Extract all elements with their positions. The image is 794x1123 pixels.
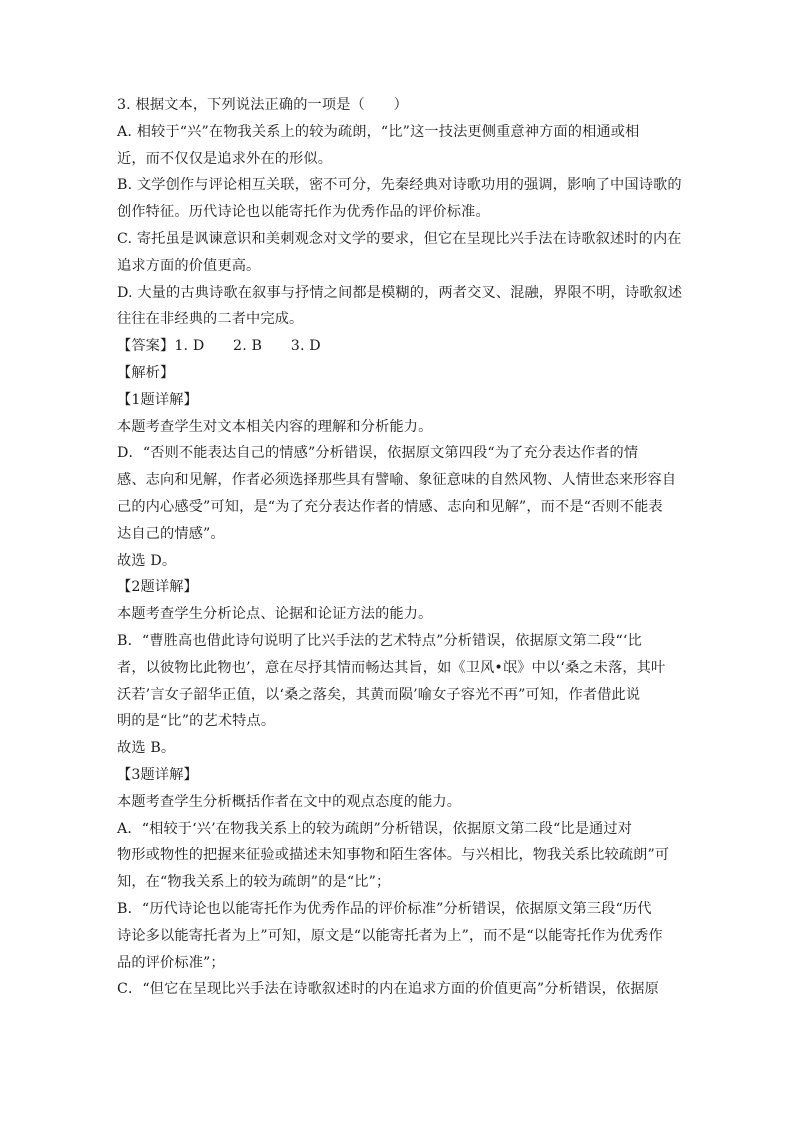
q3-c-line-1: C．“但它在呈现比兴手法在诗歌叙述时的内在追求方面的价值更高”分析错误，依据原 xyxy=(117,981,659,998)
q3-intro: 本题考查学生分析概括作者在文中的观点态度的能力。 xyxy=(117,793,462,810)
answer-line: 【答案】1. D 2. B 3. D xyxy=(117,338,321,355)
option-d-line-1: D. 大量的古典诗歌在叙事与抒情之间都是模糊的，两者交叉、混融，界限不明，诗歌叙述 xyxy=(117,284,683,301)
q1-body-line-1: D．“否则不能表达自己的情感”分析错误，依据原文第四段“为了充分表达作者的情 xyxy=(117,445,639,462)
q2-choice: 故选 B。 xyxy=(117,740,176,757)
q1-choice: 故选 D。 xyxy=(117,552,177,569)
q3-a-line-1: A．“相较于‘兴’在物我关系上的较为疏朗”分析错误，依据原文第二段“比是通过对 xyxy=(117,820,633,837)
option-c-line-2: 追求方面的价值更高。 xyxy=(117,257,261,274)
option-a-line-1: A. 相较于“兴”在物我关系上的较为疏朗，“比”这一技法更侧重意神方面的相通或相 xyxy=(117,123,640,140)
q3-b-line-3: 品的评价标准”； xyxy=(117,954,225,971)
q2-body-line-1: B．“曹胜高也借此诗句说明了比兴手法的艺术特点”分析错误，依据原文第二段“‘比 xyxy=(117,632,642,649)
option-c-line-1: C. 寄托虽是讽谏意识和美刺观念对文学的要求，但它在呈现比兴手法在诗歌叙述时的内在 xyxy=(117,230,682,247)
q1-heading: 【1题详解】 xyxy=(117,391,198,408)
q3-heading: 【3题详解】 xyxy=(117,766,198,783)
analysis-heading: 【解析】 xyxy=(117,364,175,381)
q1-body-line-3: 己的内心感受”可知，是“为了充分表达作者的情感、志向和见解”，而不是“否则不能表 xyxy=(117,498,663,515)
q3-b-line-2: 诗论多以能寄托者为上”可知，原文是“以能寄托者为上”，而不是“以能寄托作为优秀作 xyxy=(117,927,663,944)
q2-body-line-2: 者，以彼物比此物也’，意在尽抒其情而畅达其旨，如《卫风•氓》中以‘桑之未落，其叶 xyxy=(117,659,666,676)
q2-body-line-3: 沃若’言女子韶华正值，以‘桑之落矣，其黄而陨’喻女子容光不再”可知，作者借此说 xyxy=(117,686,641,703)
q1-body-line-4: 达自己的情感”。 xyxy=(117,525,225,542)
q3-b-line-1: B．“历代诗论也以能寄托作为优秀作品的评价标准”分析错误，依据原文第三段“历代 xyxy=(117,900,652,917)
q3-a-line-3: 知，在“物我关系上的较为疏朗”的是“比”； xyxy=(117,874,391,891)
q3-a-line-2: 物形或物性的把握来征验或描述未知事物和陌生客体。与兴相比，物我关系比较疏朗”可 xyxy=(117,847,670,864)
q1-body-line-2: 感、志向和见解，作者必须选择那些具有譬喻、象征意味的自然风物、人情世态来形容自 xyxy=(117,472,677,489)
q2-body-line-4: 明的是“比”的艺术特点。 xyxy=(117,713,276,730)
document-page xyxy=(117,92,683,1003)
option-d-line-2: 往往在非经典的二者中完成。 xyxy=(117,311,304,328)
option-b-line-2: 创作特征。历代诗论也以能寄托作为优秀作品的评价标准。 xyxy=(117,204,490,221)
option-a-line-2: 近，而不仅仅是追求外在的形似。 xyxy=(117,150,333,167)
q2-heading: 【2题详解】 xyxy=(117,579,198,596)
question-3-stem: 3. 根据文本，下列说法正确的一项是（ ） xyxy=(117,97,408,113)
q2-intro: 本题考查学生分析论点、论据和论证方法的能力。 xyxy=(117,606,433,623)
option-b-line-1: B. 文学创作与评论相互关联，密不可分，先秦经典对诗歌功用的强调，影响了中国诗歌的 xyxy=(117,177,682,194)
q1-intro: 本题考查学生对文本相关内容的理解和分析能力。 xyxy=(117,418,433,435)
